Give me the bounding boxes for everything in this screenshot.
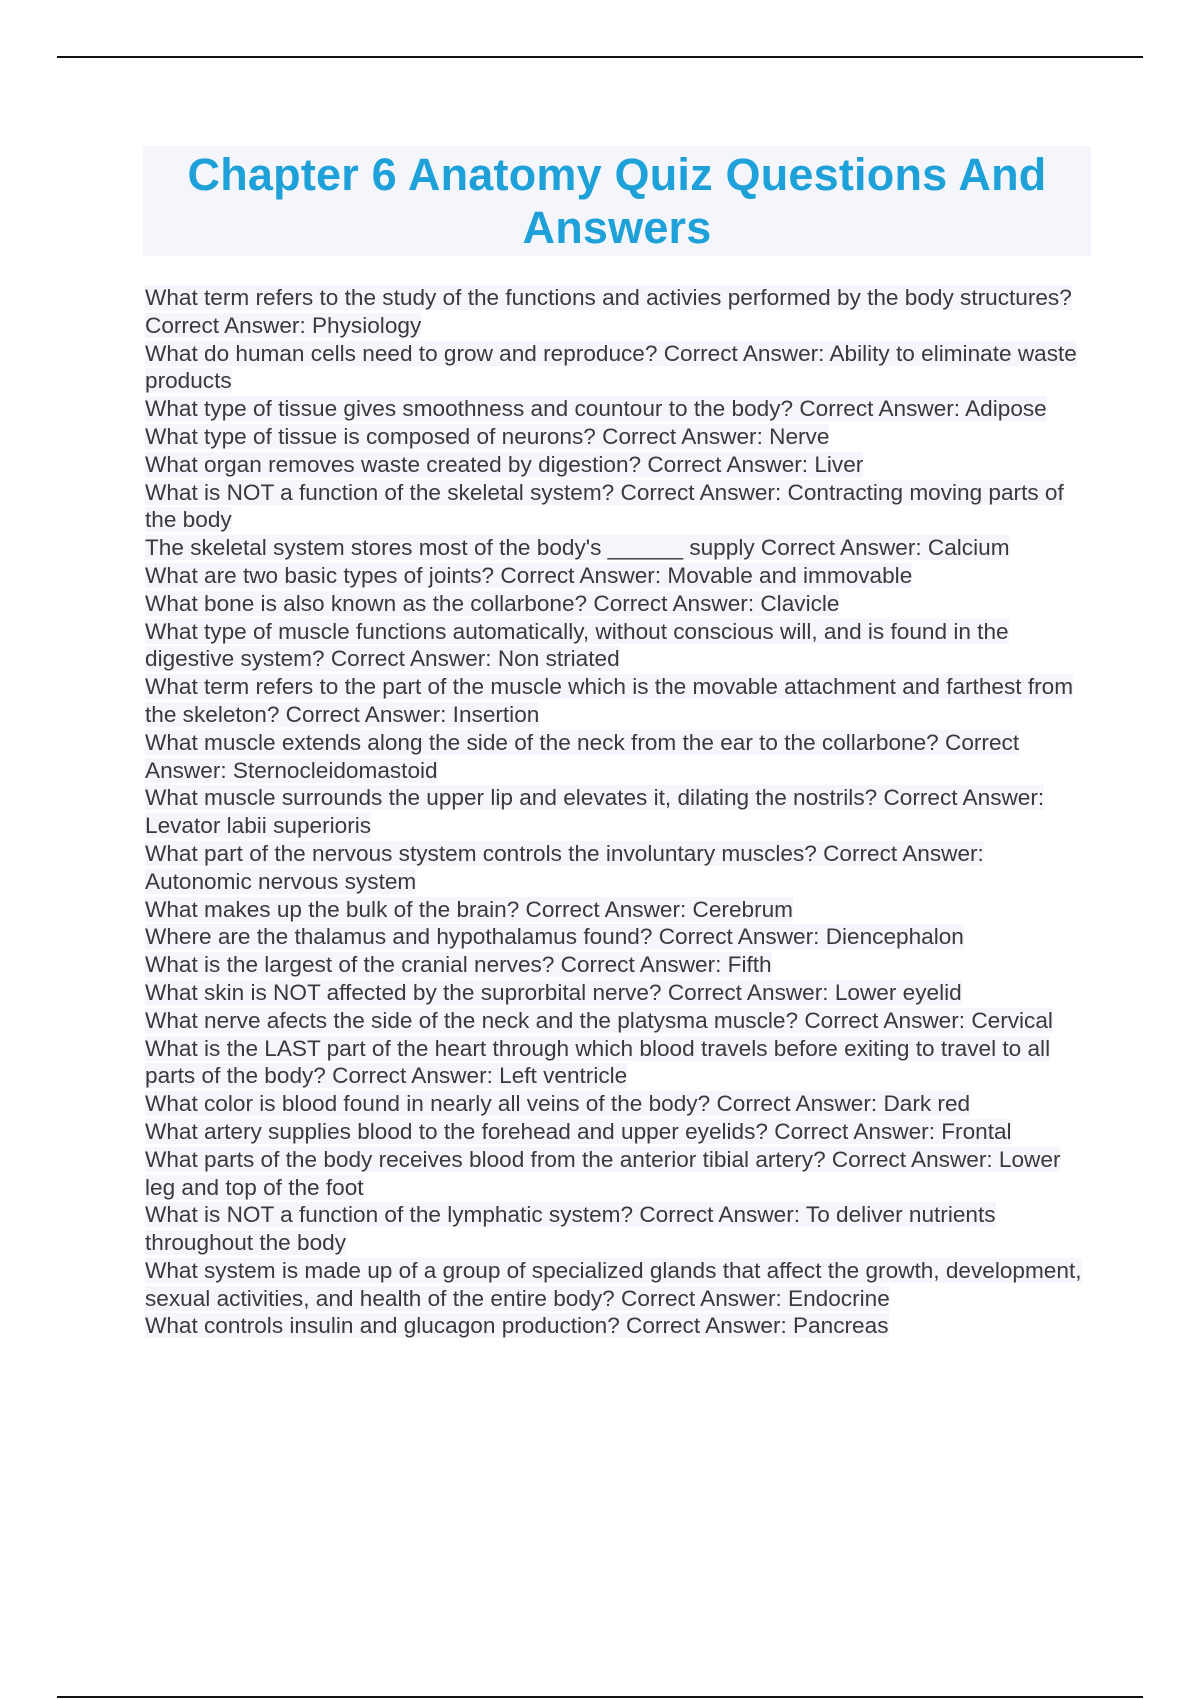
qa-text: What color is blood found in nearly all veins of the body? Correct Answer: Dark red — [145, 1091, 971, 1117]
qa-item-5 — [145, 451, 1085, 479]
qa-text: What type of muscle functions automatically, without conscious will, and is found in the digestive system? Correct Answer: Non striated — [145, 618, 1009, 672]
qa-item-2 — [145, 340, 1085, 396]
qa-text: What makes up the bulk of the brain? Correct Answer: Cerebrum — [145, 896, 793, 922]
qa-text: What term refers to the study of the functions and activies performed by the body structures? Correct Answer: Physiology — [145, 285, 1072, 338]
qa-item-13 — [145, 784, 1085, 840]
qa-text: What skin is NOT affected by the suprorbital nerve? Correct Answer: Lower eyelid — [145, 979, 962, 1005]
qa-text: What is NOT a function of the lymphatic system? Correct Answer: To deliver nutrients throughout the body — [145, 1202, 996, 1256]
qa-item-20 — [145, 1035, 1085, 1091]
qa-item-11 — [145, 673, 1085, 729]
qa-item-17 — [145, 951, 1085, 979]
qa-text: What artery supplies blood to the forehead and upper eyelids? Correct Answer: Frontal — [145, 1118, 1012, 1144]
qa-item-14 — [145, 840, 1085, 896]
document-title: Chapter 6 Anatomy Quiz Questions And Answers — [187, 149, 1047, 253]
qa-text: What part of the nervous stystem controls the involuntary muscles? Correct Answer: Autonomic nervous system — [145, 840, 984, 894]
qa-item-6 — [145, 479, 1085, 535]
qa-item-26 — [145, 1312, 1085, 1340]
qa-item-1 — [145, 284, 1085, 340]
qa-text: What do human cells need to grow and reproduce? Correct Answer: Ability to eliminate waste products — [145, 340, 1077, 394]
qa-item-10 — [145, 618, 1085, 674]
qa-item-24 — [145, 1201, 1085, 1257]
qa-text: What type of tissue is composed of neurons? Correct Answer: Nerve — [145, 423, 830, 449]
qa-item-3 — [145, 395, 1085, 423]
qa-item-21 — [145, 1090, 1085, 1118]
qa-item-15 — [145, 896, 1085, 924]
qa-text: What system is made up of a group of specialized glands that affect the growth, development, sexual activities, and health of the entire body? Correct Answer: Endocrine — [145, 1257, 1082, 1311]
qa-list — [145, 284, 1085, 1340]
qa-item-22 — [145, 1118, 1085, 1146]
qa-text: What controls insulin and glucagon production? Correct Answer: Pancreas — [145, 1313, 889, 1339]
title-banner — [143, 146, 1091, 256]
qa-item-7 — [145, 534, 1085, 562]
qa-text: What bone is also known as the collarbone? Correct Answer: Clavicle — [145, 590, 840, 616]
qa-item-4 — [145, 423, 1085, 451]
qa-item-9 — [145, 590, 1085, 618]
qa-text: What type of tissue gives smoothness and countour to the body? Correct Answer: Adipose — [145, 396, 1047, 422]
qa-item-23 — [145, 1146, 1085, 1202]
qa-item-12 — [145, 729, 1085, 785]
qa-item-25 — [145, 1257, 1085, 1313]
qa-text: What muscle extends along the side of the neck from the ear to the collarbone? Correct Answer: Sternocleidomastoid — [145, 729, 1020, 783]
qa-text: What nerve afects the side of the neck and the platysma muscle? Correct Answer: Cervical — [145, 1007, 1053, 1033]
qa-text: Where are the thalamus and hypothalamus found? Correct Answer: Diencephalon — [145, 924, 964, 950]
qa-text: What is NOT a function of the skeletal system? Correct Answer: Contracting moving parts of the body — [145, 479, 1064, 533]
qa-text: What are two basic types of joints? Correct Answer: Movable and immovable — [145, 562, 913, 588]
qa-item-8 — [145, 562, 1085, 590]
qa-text: What parts of the body receives blood from the anterior tibial artery? Correct Answer: Lower leg and top of the foot — [145, 1146, 1061, 1200]
qa-text: What organ removes waste created by digestion? Correct Answer: Liver — [145, 451, 864, 477]
qa-text: What is the largest of the cranial nerves? Correct Answer: Fifth — [145, 952, 772, 978]
qa-item-16 — [145, 923, 1085, 951]
qa-text: What is the LAST part of the heart through which blood travels before exiting to travel to all parts of the body? Correct Answer: Left ventricle — [145, 1035, 1051, 1089]
qa-item-18 — [145, 979, 1085, 1007]
qa-text: The skeletal system stores most of the body's ______ supply Correct Answer: Calcium — [145, 535, 1010, 561]
footer-rule — [57, 1696, 1143, 1698]
qa-text: What muscle surrounds the upper lip and elevates it, dilating the nostrils? Correct Answer: Levator labii superioris — [145, 785, 1045, 839]
qa-item-19 — [145, 1007, 1085, 1035]
header-rule — [57, 56, 1143, 58]
qa-text: What term refers to the part of the muscle which is the movable attachment and farthest from the skeleton? Correct Answer: Insertion — [145, 674, 1074, 727]
